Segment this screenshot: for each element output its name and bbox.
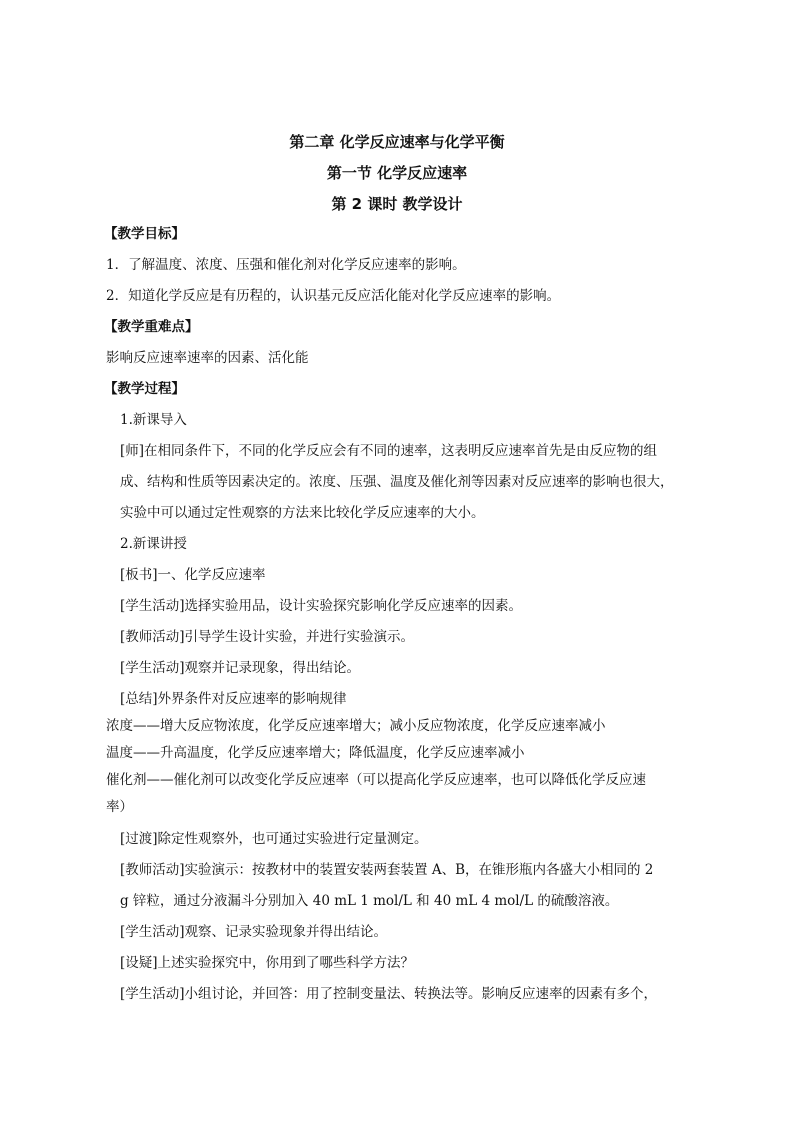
key-points-text: 影响反应速率速率的因素、活化能	[106, 350, 309, 366]
catalyst-rule: 率）	[106, 799, 133, 815]
board-note: [板书]一、化学反应速率	[120, 567, 266, 583]
step-new-lesson-intro: 1.新课导入	[120, 412, 187, 428]
objective-item: 1．了解温度、浓度、压强和催化剂对化学反应速率的影响。	[106, 257, 466, 273]
chapter-title: 第二章 化学反应速率与化学平衡	[289, 133, 505, 151]
teacher-activity: g 锌粒，通过分液漏斗分别加入 40 mL 1 mol/L 和 40 mL 4 mol/L 的硫酸溶液。	[120, 893, 619, 909]
student-activity: [学生活动]观察并记录现象，得出结论。	[120, 660, 361, 676]
student-activity: [学生活动]观察、记录实验现象并得出结论。	[120, 924, 388, 940]
objective-item: 2．知道化学反应是有历程的，认识基元反应活化能对化学反应速率的影响。	[106, 288, 561, 304]
step-new-lesson-teaching: 2.新课讲授	[120, 536, 187, 552]
student-activity: [学生活动]小组讨论，并回答：用了控制变量法、转换法等。影响反应速率的因素有多个，	[120, 986, 658, 1002]
temperature-rule: 温度——升高温度，化学反应速率增大；降低温度，化学反应速率减小	[106, 745, 525, 761]
transition-note: [过渡]除定性观察外，也可通过实验进行定量测定。	[120, 831, 428, 847]
concentration-rule: 浓度——增大反应物浓度，化学反应速率增大；减小反应物浓度，化学反应速率减小	[106, 718, 606, 734]
student-activity: [学生活动]选择实验用品，设计实验探究影响化学反应速率的因素。	[120, 598, 523, 614]
summary-heading: [总结]外界条件对反应速率的影响规律	[120, 691, 347, 707]
teacher-intro-line: [师]在相同条件下，不同的化学反应会有不同的速率，这表明反应速率首先是由反应物的组	[120, 443, 658, 459]
objectives-heading: 【教学目标】	[104, 226, 185, 242]
teacher-activity: [教师活动]引导学生设计实验，并进行实验演示。	[120, 629, 415, 645]
catalyst-rule: 催化剂——催化剂可以改变化学反应速率（可以提高化学反应速率，也可以降低化学反应速	[106, 772, 646, 788]
section-title: 第一节 化学反应速率	[326, 164, 468, 182]
lesson-title: 第 2 课时 教学设计	[331, 195, 463, 213]
process-heading: 【教学过程】	[104, 381, 185, 397]
teacher-activity: [教师活动]实验演示：按教材中的装置安装两套装置 A、B，在锥形瓶内各盛大小相同的 2	[120, 862, 654, 878]
question-note: [设疑]上述实验探究中，你用到了哪些科学方法？	[120, 955, 415, 971]
key-points-heading: 【教学重难点】	[104, 319, 199, 335]
teacher-intro-line: 成、结构和性质等因素决定的。浓度、压强、温度及催化剂等因素对反应速率的影响也很大，	[120, 474, 674, 490]
teacher-intro-line: 实验中可以通过定性观察的方法来比较化学反应速率的大小。	[120, 505, 485, 521]
